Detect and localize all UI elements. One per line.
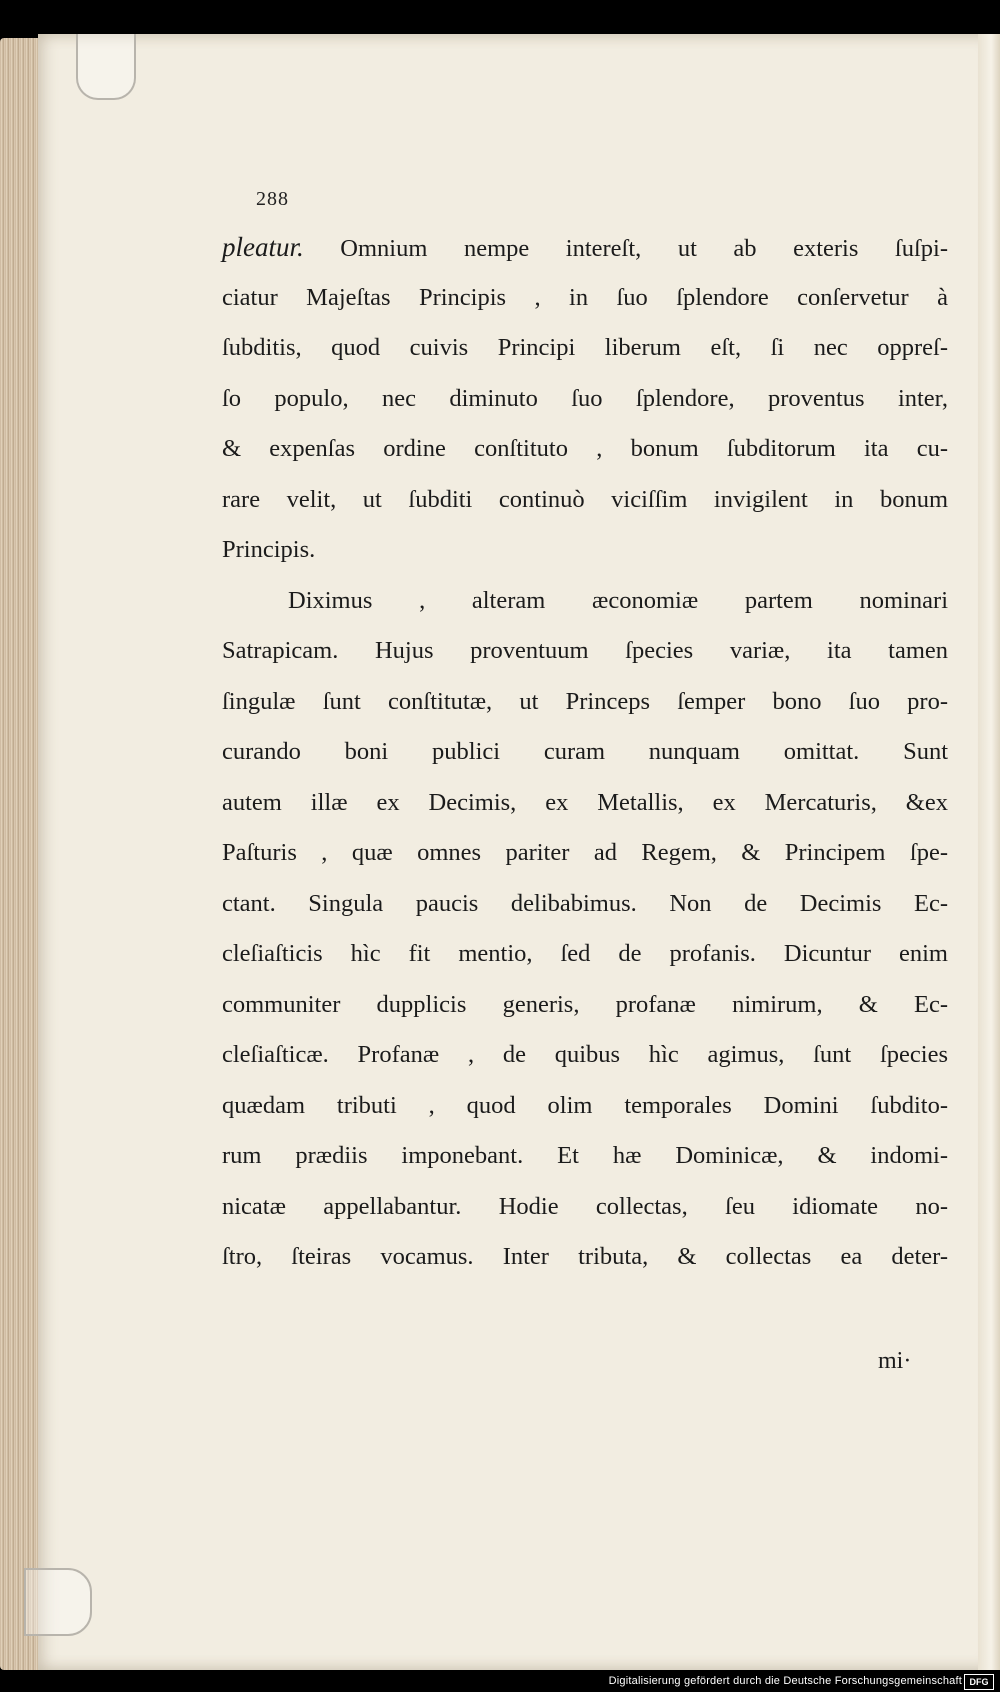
line-text: Paſturis , quæ omnes pariter ad Regem, & Principem ſpe- <box>222 839 948 866</box>
dfg-logo: DFG <box>964 1674 994 1690</box>
page-clip-top <box>76 34 136 100</box>
digitization-credit: Digitalisierung gefördert durch die Deutsche Forschungsgemeinschaft <box>608 1675 962 1687</box>
line-text: autem illæ ex Decimis, ex Metallis, ex Mercaturis, &ex <box>222 788 948 816</box>
line-text: cleſiaſticæ. Profanæ , de quibus hìc agimus, ſunt ſpecies <box>222 1041 948 1068</box>
line-text: quædam tributi , quod olim temporales Domini ſubdito- <box>222 1091 948 1119</box>
text-line <box>222 424 948 475</box>
line-text: cleſiaſticis hìc fit mentio, ſed de profanis. Dicuntur enim <box>222 940 948 967</box>
text-line <box>222 273 948 324</box>
line-text: ctant. Singula paucis delibabimus. Non de Decimis Ec- <box>222 889 948 917</box>
line-text: ſingulæ ſunt conſtitutæ, ut Princeps ſemper bono ſuo pro- <box>222 687 948 715</box>
text-line <box>222 576 948 627</box>
line-text: Satrapicam. Hujus proventuum ſpecies variæ, ita tamen <box>222 637 948 664</box>
line-text: ſo populo, nec diminuto ſuo ſplendore, proventus inter, <box>222 384 948 412</box>
text-line <box>222 323 948 374</box>
text-line <box>222 828 948 879</box>
line-text: ſubditis, quod cuivis Principi liberum eſt, ſi nec oppreſ- <box>222 334 948 361</box>
page-right-edge <box>978 34 1000 1670</box>
text-line <box>222 929 948 980</box>
line-text: nicatæ appellabantur. Hodie collectas, ſeu idiomate no- <box>222 1192 948 1220</box>
text-line <box>222 626 948 677</box>
line-text: Omnium nempe intereſt, ut ab exteris ſuſpi- <box>303 235 948 262</box>
text-line <box>222 1182 948 1233</box>
line-text: ciatur Majeſtas Principis , in ſuo ſplendore conſervetur à <box>222 283 948 311</box>
line-text: & expenſas ordine conſtituto , bonum ſubditorum ita cu- <box>222 435 948 462</box>
line-text: Diximus , alteram æconomiæ partem nominari <box>288 586 948 614</box>
line-text: communiter dupplicis generis, profanæ nimirum, & Ec- <box>222 990 948 1018</box>
text-line <box>222 677 948 728</box>
text-line <box>222 1030 948 1081</box>
text-line <box>222 475 948 526</box>
text-line <box>222 727 948 778</box>
catchword: mi· <box>878 1348 912 1374</box>
text-line <box>222 525 948 576</box>
text-line <box>222 778 948 829</box>
text-line <box>222 879 948 930</box>
page-clip-bottom <box>24 1568 92 1636</box>
line-text: Principis. <box>222 536 316 563</box>
text-line <box>222 1232 948 1283</box>
text-line <box>222 980 948 1031</box>
page-number: 288 <box>256 188 289 210</box>
line-text: ſtro, ſteiras vocamus. Inter tributa, & collectas ea deter- <box>222 1243 948 1270</box>
body-text <box>222 222 948 1342</box>
text-line <box>222 374 948 425</box>
line-text: curando boni publici curam nunquam omittat. Sunt <box>222 738 948 765</box>
text-line <box>222 1081 948 1132</box>
opening-word: pleatur. <box>222 232 304 262</box>
text-line <box>222 1131 948 1182</box>
line-text: rare velit, ut ſubditi continuò viciſſim invigilent in bonum <box>222 485 948 513</box>
line-text: rum prædiis imponebant. Et hæ Dominicæ, & indomi- <box>222 1142 948 1169</box>
text-line <box>222 222 948 273</box>
